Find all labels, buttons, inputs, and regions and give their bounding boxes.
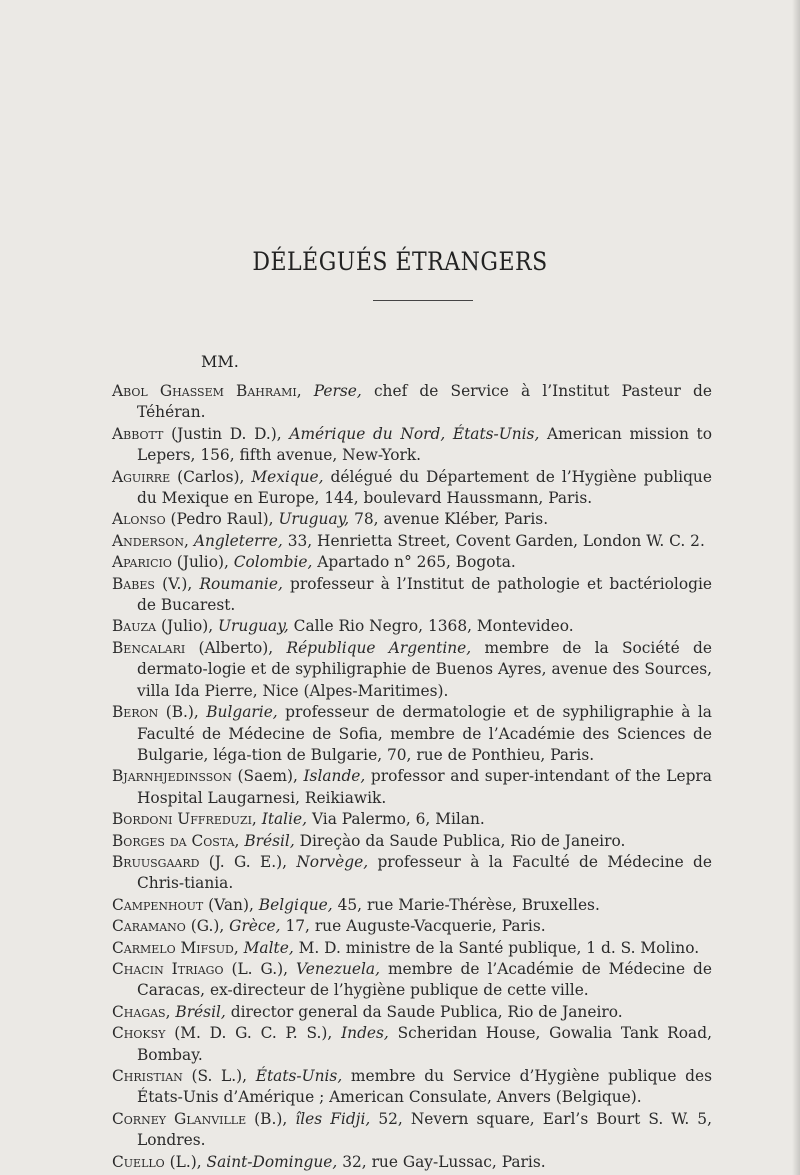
title-rule [373,300,473,301]
delegate-name: Christian [112,1067,183,1085]
delegate-country: Amérique du Nord, États-Unis, [289,424,540,443]
delegate-name: Babes [112,574,155,593]
delegate-country: Italie, [261,810,308,829]
delegate-name: Alonso [112,510,166,529]
delegate-entry [112,467,712,510]
delegate-country: Belgique, [258,895,333,914]
delegate-initials: (Julio), [176,553,229,572]
delegate-initials: (M. D. G. C. P. S.), [174,1024,333,1043]
delegate-name: Bauza [112,617,157,636]
delegate-name: Bordoni Uffreduzi, [112,810,257,829]
delegate-entry [112,1109,712,1152]
delegate-details: director general da Saude Publica, Rio de Janeiro. [230,1002,623,1021]
delegate-country: Uruguay, [278,510,350,529]
delegate-details: Apartado n° 265, Bogota. [317,553,516,572]
delegate-initials: (Justin D. D.), [171,424,282,443]
delegate-initials: (Julio), [161,617,214,636]
delegate-details: membre du Service d’Hygiène publique des États-Unis d’Amérique ; American Consulate, Anvers (Belgique). [137,1067,712,1107]
delegate-entry [112,852,712,895]
delegate-details: 33, Henrietta Street, Covent Garden, London W. C. 2. [287,531,705,550]
delegate-country: îles Fidji, [295,1109,371,1128]
delegate-entry [112,1002,712,1023]
delegate-name: Chagas, [112,1002,171,1021]
delegate-initials: (B.), [254,1109,288,1128]
delegate-details: membre de la Société de dermato-logie et de syphiligraphie de Buenos Ayres, avenue des Sources, villa Ida Pierre, Nice (Alpes-Maritimes). [137,638,712,700]
delegate-country: République Argentine, [286,638,472,657]
delegate-initials: (G.), [190,917,225,936]
delegate-details: professeur à la Faculté de Médecine de Chris-tiania. [137,852,713,893]
delegate-entry [112,574,712,617]
delegate-initials: (B.), [165,703,199,722]
page-edge-shadow [792,0,800,1175]
delegate-entry [112,938,712,959]
delegate-entry [112,959,712,1002]
delegate-details: M. D. ministre de la Santé publique, 1 d. S. Molino. [298,938,700,957]
delegate-name: Anderson, [112,531,189,550]
delegate-entry [112,916,712,937]
delegate-name: Caramano [112,917,186,936]
delegate-country: Grèce, [229,917,281,936]
delegate-country: Brésil, [175,1002,226,1021]
delegate-initials: (Carlos), [177,467,245,486]
delegate-details: Scheridan House, Gowalia Tank Road, Bombay. [137,1024,712,1064]
delegate-country: Saint-Domingue, [206,1152,338,1171]
delegate-country: Uruguay, [218,617,289,636]
delegate-name: Beron [112,703,159,722]
delegate-details: chef de Service à l’Institut Pasteur de Téhéran. [137,382,712,422]
delegate-country: Norvège, [296,852,369,871]
delegate-details: 17, rue Auguste-Vacquerie, Paris. [285,917,546,936]
delegate-country: Angleterre, [193,531,283,550]
delegate-country: Venezuela, [296,959,380,978]
delegate-initials: (Saem), [237,767,298,786]
delegate-name: Bruusgaard [112,852,200,871]
delegate-name: Borges da Costa, [112,831,240,850]
delegate-name: Bjarnhjedinsson [112,767,232,786]
delegate-name: Aparicio [112,553,172,572]
page-title: DÉLÉGUÉS ÉTRANGERS [252,248,548,277]
delegate-country: Brésil, [244,831,295,850]
delegate-initials: (Alberto), [198,638,274,657]
delegate-entry [112,766,712,809]
delegate-name: Abbott [112,424,164,443]
delegate-name: Chacin Itriago [112,959,224,978]
delegate-details: 45, rue Marie-Thérèse, Bruxelles. [337,895,600,914]
delegate-name: Corney Glanville [112,1109,247,1128]
delegate-list [112,381,712,1173]
delegate-entry [112,531,712,552]
delegate-initials: (Van), [208,895,254,914]
delegate-country: Indes, [341,1024,389,1043]
delegate-entry [112,1023,712,1066]
delegate-name: Abol Ghassem Bahrami, [112,382,302,400]
delegate-entry [112,1152,712,1173]
delegate-name: Campenhout [112,895,204,914]
delegate-entry [112,831,712,852]
delegate-details: professor and super-intendant of the Lepra Hospital Laugarnesi, Reikiawik. [137,767,712,807]
delegate-entry [112,1066,712,1109]
delegate-name: Aguirre [112,467,171,486]
delegate-entry [112,809,712,830]
delegate-details: délégué du Département de l’Hygiène publique du Mexique en Europe, 144, boulevard Haussmann, Paris. [137,467,712,508]
delegate-initials: (V.), [162,574,193,593]
delegate-country: États-Unis, [255,1067,343,1085]
delegate-details: Calle Rio Negro, 1368, Montevideo. [293,617,574,636]
delegate-initials: (Pedro Raul), [170,510,274,529]
delegate-country: Roumanie, [199,574,283,593]
delegate-entry [112,895,712,916]
delegate-initials: (L.), [169,1152,202,1171]
delegate-details: Direçào da Saude Publica, Rio de Janeiro. [299,831,626,850]
delegate-country: Perse, [313,382,362,400]
delegate-entry [112,424,712,467]
delegate-country: Malte, [243,938,294,957]
delegate-country: Mexique, [251,467,324,486]
delegate-details: membre de l’Académie de Médecine de Caracas, ex-directeur de l’hygiène publique de cette ville. [137,959,712,1000]
delegate-name: Bencalari [112,638,186,657]
delegate-name: Choksy [112,1024,166,1043]
delegate-entry [112,702,712,766]
delegate-entry [112,616,712,637]
delegate-details: professeur à l’Institut de pathologie et bactériologie de Bucarest. [137,574,712,615]
delegate-entry [112,509,712,530]
delegate-details: 52, Nevern square, Earl’s Bourt S. W. 5, Londres. [137,1109,712,1150]
delegate-initials: (L. G.), [231,959,289,978]
delegate-initials: (J. G. E.), [208,852,287,871]
delegate-entry [112,552,712,573]
delegate-name: Cuello [112,1152,165,1171]
salutation: MM. [201,352,239,371]
delegate-country: Islande, [303,767,366,786]
delegate-country: Bulgarie, [206,703,278,722]
delegate-country: Colombie, [233,553,313,572]
delegate-details: 32, rue Gay-Lussac, Paris. [342,1152,546,1171]
delegate-details: American mission to Lepers, 156, fifth avenue, New-York. [137,424,712,465]
delegate-details: 78, avenue Kléber, Paris. [354,510,549,529]
delegate-entry [112,381,712,424]
delegate-initials: (S. L.), [191,1067,248,1085]
delegate-entry [112,638,712,702]
delegate-name: Carmelo Mifsud, [112,938,239,957]
delegate-details: professeur de dermatologie et de syphiligraphie à la Faculté de Médecine de Sofia, membre de l’Académie des Sciences de Bulgarie, léga-tion de Bulgarie, 70, rue de Ponthieu, Paris. [137,703,712,764]
delegate-details: Via Palermo, 6, Milan. [311,810,485,829]
